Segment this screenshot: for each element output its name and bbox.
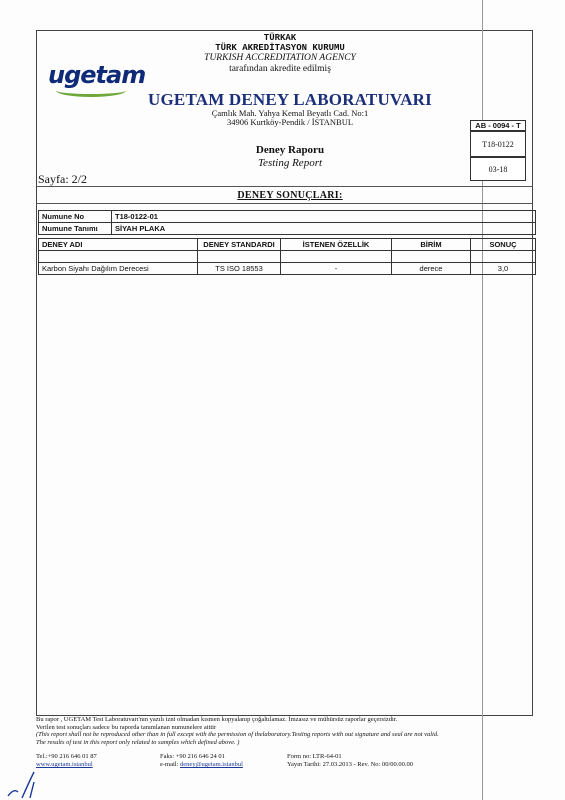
turkak-full-name: TÜRK AKREDİTASYON KURUMU [215,43,345,53]
signature-mark [0,770,60,800]
footer-note-1: Bu rapor , UGETAM Test Laboratuvarı'nın yazılı izni olmadan kısmen kopyalanıp çoğaltılamaz. İmzasız ve mühürsüz raporlar geçersizdir. [36,716,398,723]
section-title: DENEY SONUÇLARI: [237,190,343,201]
col-result: SONUÇ [471,239,536,251]
lab-name: UGETAM DENEY LABORATUVARI [148,90,432,109]
sample-name-value: SİYAH PLAKA [112,223,536,235]
sample-info-table [38,210,536,235]
address-line-2: 34906 Kurtköy-Pendik / İSTANBUL [226,117,354,127]
accredited-by-text: tarafından akredite edilmiş [229,64,331,74]
section-divider [36,203,533,204]
unit-cell: derece [392,263,471,275]
sample-name-row [39,223,536,235]
required-property-cell: - [281,263,392,275]
address-line-1: Çamlık Mah. Yahya Kemal Beyatlı Cad. No:1 [211,108,369,118]
sample-no-row [39,211,536,223]
page-number: Sayfa: 2/2 [38,172,87,186]
report-number: T18-0122 [470,131,526,157]
contact-right [287,753,413,769]
sample-no-label: Numune No [39,211,112,223]
logo-text: ugetam [48,61,146,89]
footer-note-3: (This report shall not be reproduced other than in full except with the permission of thelaboratory.Testing reports with out signature and seal are not valid. [36,731,439,738]
col-unit: BİRİM [392,239,471,251]
logo-arc [56,84,126,97]
phone-number: Tel.:+90 216 646 01 87 [36,753,97,760]
test-standard-cell: TS ISO 18553 [198,263,281,275]
turkak-label: TÜRKAK [263,33,297,43]
contact-middle [160,753,243,769]
fax-number: Faks: +90 216 646 24 01 [160,753,225,760]
col-test-name: DENEY ADI [39,239,198,251]
report-frame [36,30,533,716]
result-cell: 3,0 [471,263,536,275]
results-spacer-row [39,251,536,263]
header-divider [36,186,533,187]
accreditation-code: AB - 0094 - T [470,120,526,131]
contact-left [36,753,97,769]
col-required-property: İSTENEN ÖZELLİK [281,239,392,251]
table-row [39,263,536,275]
results-header-row [39,239,536,251]
footer-note-4: The results of test in this report only related to samples which defined above. ) [36,738,240,746]
publication-date: Yayın Tarihi: 27.03.2013 - Rev. No: 00/00.00.00 [287,761,413,768]
email-link[interactable]: deney@ugetam.istanbul [180,761,243,768]
footer-note-2: Verilen test sonuçları sadece bu raporda tanımlanan numunelere aittir [36,723,217,731]
results-table [38,238,536,275]
turkak-english-name: TURKISH ACCREDITATION AGENCY [204,53,356,63]
test-name-cell: Karbon Siyahı Dağılım Derecesi [39,263,198,275]
report-title-en: Testing Report [257,157,323,169]
footer-notes [36,716,536,746]
form-number: Form no: LTR-64-01 [287,753,342,760]
sample-name-label: Numune Tanımı [39,223,112,235]
sample-no-value: T18-0122-01 [112,211,536,223]
ugetam-logo [48,61,146,92]
report-title: Deney Raporu [255,144,325,156]
website-link[interactable]: www.ugetam.istanbul [36,761,93,768]
email-label: e-mail: [160,761,179,768]
col-test-standard: DENEY STANDARDI [198,239,281,251]
report-date: 03-18 [470,157,526,181]
